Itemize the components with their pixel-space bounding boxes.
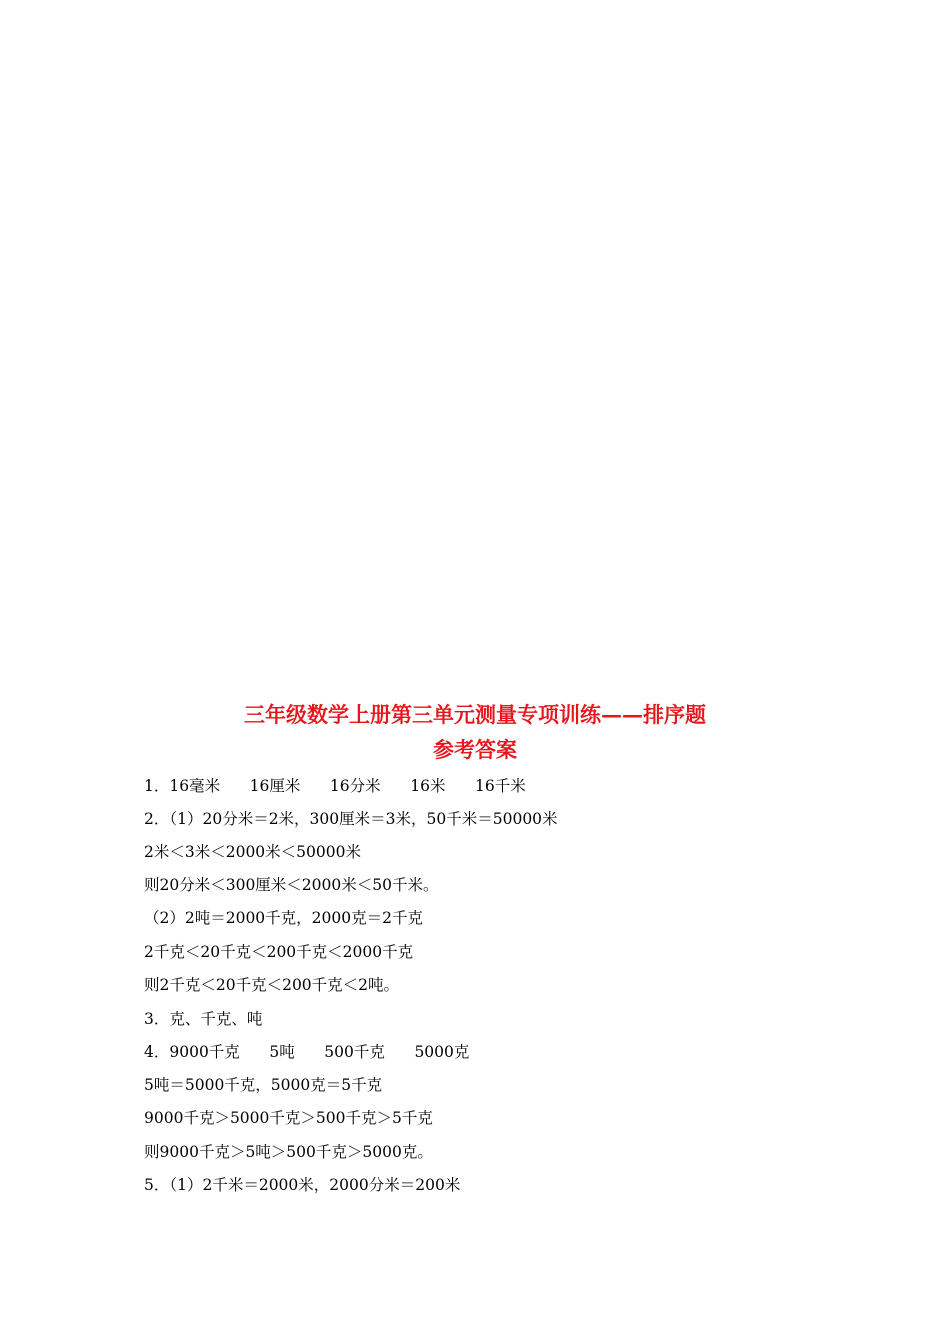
document-subtitle: 参考答案 [433, 737, 517, 762]
answer-line: 4．9000千克 5吨 500千克 5000克 [144, 1043, 470, 1061]
answer-line: 2千克＜20千克＜200千克＜2000千克 [144, 943, 414, 961]
answer-line: 则20分米＜300厘米＜2000米＜50千米。 [144, 876, 439, 894]
answer-line: 1．16毫米 16厘米 16分米 16米 16千米 [144, 777, 526, 795]
answer-line: 2米＜3米＜2000米＜50000米 [144, 843, 361, 861]
answer-line: 则9000千克＞5吨＞500千克＞5000克。 [144, 1143, 433, 1161]
answer-line: 5吨＝5000千克，5000克＝5千克 [144, 1076, 383, 1094]
answer-line: 2．（1）20分米＝2米，300厘米＝3米，50千米＝50000米 [144, 810, 558, 828]
answer-line: 9000千克＞5000千克＞500千克＞5千克 [144, 1109, 433, 1127]
document-title: 三年级数学上册第三单元测量专项训练——排序题 [244, 702, 706, 727]
answer-line: 则2千克＜20千克＜200千克＜2吨。 [144, 976, 400, 994]
answer-line: （2）2吨＝2000千克，2000克＝2千克 [144, 909, 423, 927]
answer-line: 3．克、千克、吨 [144, 1010, 263, 1028]
answer-line: 5．（1）2千米＝2000米，2000分米＝200米 [144, 1176, 461, 1194]
